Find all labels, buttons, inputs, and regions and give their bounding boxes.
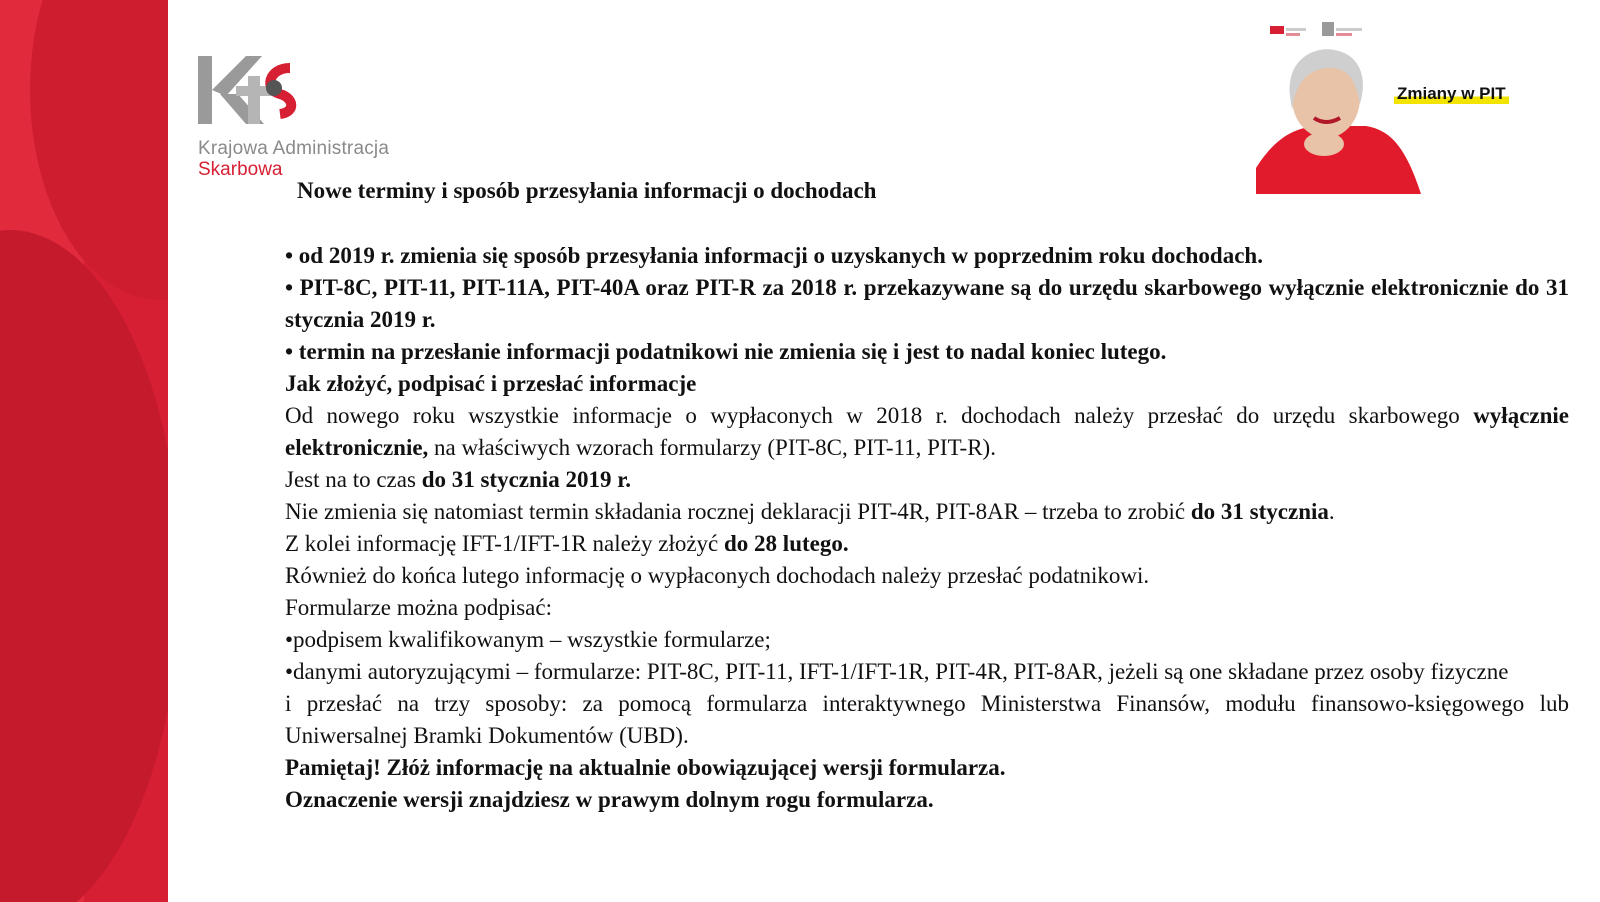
p2-text-b: do 31 stycznia 2019 r. bbox=[421, 467, 632, 492]
paragraph-6: Formularze można podpisać: bbox=[285, 595, 552, 620]
p4-text-a: Z kolei informację IFT-1/IFT-1R należy złożyć bbox=[285, 531, 725, 556]
bullet-2: • PIT-8C, PIT-11, PIT-11A, PIT-40A oraz PIT-R za 2018 r. przekazywane są do urzędu skarbowego wyłącznie elektronicznie do 31 stycznia 2019 r. bbox=[285, 275, 1569, 332]
page-title: Nowe terminy i sposób przesyłania informacji o dochodach bbox=[297, 178, 877, 203]
main-content bbox=[285, 240, 1569, 816]
thumbnail-title: Zmiany w PIT bbox=[1394, 84, 1509, 104]
paragraph-11: Oznaczenie wersji znajdziesz w prawym dolnym rogu formularza. bbox=[285, 787, 934, 812]
pit-thumbnail bbox=[1256, 18, 1538, 194]
logo-text-line1: Krajowa Administracja bbox=[198, 138, 390, 159]
paragraph-8: •danymi autoryzującymi – formularze: PIT-8C, PIT-11, IFT-1/IFT-1R, PIT-4R, PIT-8AR, jeżeli są one składane przez osoby fizyczne bbox=[285, 659, 1509, 684]
p1-text-b: wyłącznie elektronicznie, bbox=[285, 403, 1569, 460]
bullet-3: • termin na przesłanie informacji podatnikowi nie zmienia się i jest to nadal koniec lutego. bbox=[285, 339, 1167, 364]
paragraph-2 bbox=[285, 464, 1569, 496]
sidebar-arc-bottom bbox=[0, 230, 168, 902]
paragraph-1 bbox=[285, 400, 1569, 464]
paragraph-5: Również do końca lutego informację o wypłaconych dochodach należy przesłać podatnikowi. bbox=[285, 563, 1150, 588]
paragraph-9: i przesłać na trzy sposoby: za pomocą formularza interaktywnego Ministerstwa Finansów, modułu finansowo-księgowego lub Uniwersalnej Bramki Dokumentów (UBD). bbox=[285, 691, 1569, 748]
p1-text-a: Od nowego roku wszystkie informacje o wypłaconych w 2018 r. dochodach należy przesłać do urzędu skarbowego bbox=[285, 403, 1474, 428]
paragraph-7: •podpisem kwalifikowanym – wszystkie formularze; bbox=[285, 627, 771, 652]
paragraph-3 bbox=[285, 496, 1569, 528]
p1-text-c: na właściwych wzorach formularzy (PIT-8C, PIT-11, PIT-R). bbox=[428, 435, 996, 460]
p4-text-b: do 28 lutego. bbox=[724, 531, 849, 556]
paragraph-10: Pamiętaj! Złóż informację na aktualnie obowiązującej wersji formularza. bbox=[285, 755, 1006, 780]
subheading: Jak złożyć, podpisać i przesłać informacje bbox=[285, 371, 697, 396]
person-photo bbox=[1256, 18, 1436, 194]
p3-text-a: Nie zmienia się natomiast termin składania rocznej deklaracji PIT-4R, PIT-8AR – trzeba to zrobić bbox=[285, 499, 1191, 524]
bullet-1: • od 2019 r. zmienia się sposób przesyłania informacji o uzyskanych w poprzednim roku dochodach. bbox=[285, 243, 1263, 268]
paragraph-4 bbox=[285, 528, 1569, 560]
p3-text-b: do 31 stycznia bbox=[1190, 499, 1329, 524]
p2-text-a: Jest na to czas bbox=[285, 467, 422, 492]
logo-text-line2: Skarbowa bbox=[198, 159, 283, 180]
red-sidebar bbox=[0, 0, 168, 902]
p3-text-c: . bbox=[1328, 499, 1335, 524]
